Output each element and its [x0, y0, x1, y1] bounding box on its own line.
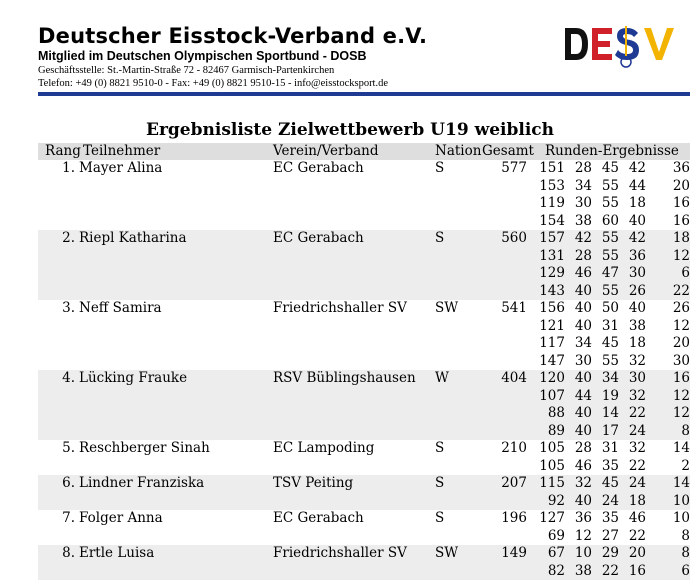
header-verein: Verein/Verband — [273, 143, 379, 159]
empty-cell — [273, 405, 435, 423]
results-table — [38, 160, 690, 580]
table-row — [38, 300, 690, 318]
total-score: 404 — [487, 370, 527, 388]
empty-cell — [487, 405, 527, 423]
empty-cell — [435, 493, 487, 511]
empty-cell — [38, 563, 79, 581]
round-score: 6 — [646, 563, 690, 581]
participant-name: Ertle Luisa — [79, 545, 273, 563]
empty-cell — [79, 353, 273, 371]
round-score: 28 — [565, 248, 592, 266]
nation-code: W — [435, 370, 487, 388]
round-score: 30 — [619, 265, 646, 283]
empty-cell — [487, 248, 527, 266]
table-row — [38, 423, 690, 441]
round-score: 55 — [601, 177, 619, 194]
round-score: 14 — [592, 405, 619, 423]
round-score: 36 — [574, 510, 592, 526]
round-score: 38 — [565, 563, 592, 581]
round-total: 92 — [527, 493, 565, 511]
empty-cell — [487, 528, 527, 546]
round-total: 131 — [527, 248, 565, 266]
club-name: RSV Büblingshausen — [273, 370, 435, 388]
round-total: 69 — [547, 527, 565, 544]
header-teilnehmer: Teilnehmer — [83, 143, 161, 159]
nation-code: S — [435, 475, 487, 493]
empty-cell — [273, 283, 435, 301]
empty-cell — [487, 493, 527, 511]
club-name: EC Lampoding — [273, 440, 375, 456]
total-score: 560 — [487, 230, 527, 248]
participant-name: Neff Samira — [79, 300, 162, 316]
round-score: 31 — [601, 440, 619, 456]
empty-cell — [273, 493, 435, 511]
round-score: 16 — [646, 370, 690, 388]
round-score: 40 — [565, 493, 592, 511]
round-score: 42 — [565, 230, 592, 248]
round-score: 12 — [646, 388, 690, 406]
empty-cell — [79, 213, 273, 231]
empty-cell — [487, 335, 527, 353]
result-entry — [38, 230, 690, 300]
nation-code: S — [435, 230, 487, 248]
empty-cell — [435, 405, 487, 423]
empty-cell — [273, 353, 435, 371]
round-score: 38 — [628, 317, 646, 334]
round-score: 45 — [592, 475, 619, 493]
round-score: 20 — [672, 335, 690, 351]
table-row — [38, 510, 690, 528]
table-row — [38, 248, 690, 266]
empty-cell — [487, 213, 527, 231]
round-score: 30 — [619, 370, 646, 388]
round-score: 42 — [628, 160, 646, 176]
round-score: 30 — [574, 352, 592, 369]
empty-cell — [273, 265, 435, 283]
round-score: 55 — [601, 352, 619, 369]
empty-cell — [487, 423, 527, 441]
round-score: 17 — [592, 423, 619, 441]
empty-cell — [273, 458, 435, 476]
round-score: 12 — [672, 317, 690, 334]
table-row — [38, 370, 690, 388]
nation-code: S — [435, 160, 445, 176]
table-row — [38, 475, 690, 493]
club-name: Friedrichshaller SV — [273, 545, 435, 563]
empty-cell — [38, 423, 79, 441]
nation-code: SW — [435, 545, 487, 563]
round-score: 32 — [628, 352, 646, 369]
rank-cell: 7. — [62, 510, 75, 526]
table-row — [38, 283, 690, 301]
table-row — [38, 318, 690, 336]
round-score: 60 — [601, 212, 619, 229]
round-score: 18 — [619, 493, 646, 511]
header-gesamt: Gesamt — [482, 143, 534, 159]
round-score: 55 — [592, 230, 619, 248]
round-total: 67 — [527, 545, 565, 563]
letterhead — [38, 24, 558, 90]
round-score: 22 — [628, 457, 646, 474]
round-score: 19 — [592, 388, 619, 406]
empty-cell — [273, 388, 435, 406]
result-entry — [38, 300, 690, 370]
table-row — [38, 335, 690, 353]
round-score: 16 — [619, 563, 646, 581]
total-score: 207 — [487, 475, 527, 493]
empty-cell — [38, 213, 79, 231]
round-total: 156 — [539, 300, 565, 316]
round-score: 12 — [646, 405, 690, 423]
table-row — [38, 545, 690, 563]
empty-cell — [38, 353, 79, 371]
club-name: Friedrichshaller SV — [273, 300, 407, 316]
empty-cell — [38, 388, 79, 406]
round-score: 55 — [592, 283, 619, 301]
round-score: 36 — [672, 160, 690, 176]
empty-cell — [38, 265, 79, 283]
total-score: 541 — [501, 300, 527, 316]
empty-cell — [435, 178, 487, 196]
round-score: 8 — [681, 527, 690, 544]
round-score: 16 — [672, 212, 690, 229]
empty-cell — [435, 528, 487, 546]
round-score: 18 — [628, 195, 646, 211]
table-row — [38, 405, 690, 423]
header-nation: Nation — [435, 143, 482, 159]
participant-name: Mayer Alina — [79, 160, 163, 176]
table-row — [38, 388, 690, 406]
round-score: 40 — [628, 300, 646, 316]
round-score: 46 — [628, 510, 646, 526]
round-score: 31 — [601, 317, 619, 334]
empty-cell — [487, 318, 527, 336]
round-total: 115 — [527, 475, 565, 493]
round-score: 8 — [646, 545, 690, 563]
round-score: 32 — [565, 475, 592, 493]
empty-cell — [435, 265, 487, 283]
total-score: 149 — [487, 545, 527, 563]
round-score: 40 — [565, 370, 592, 388]
table-row — [38, 265, 690, 283]
nation-code: S — [435, 510, 445, 526]
round-score: 55 — [601, 195, 619, 211]
round-score: 44 — [565, 388, 592, 406]
round-score: 45 — [601, 160, 619, 176]
round-score: 55 — [592, 248, 619, 266]
round-total: 119 — [539, 195, 565, 211]
total-score: 577 — [501, 160, 527, 176]
round-score: 40 — [628, 212, 646, 229]
rank-cell: 1. — [62, 160, 75, 176]
round-score: 32 — [619, 388, 646, 406]
nation-code: SW — [435, 300, 459, 316]
round-score: 30 — [574, 195, 592, 211]
participant-name: Lücking Frauke — [79, 370, 273, 388]
table-row — [38, 440, 690, 458]
table-row — [38, 160, 690, 178]
total-score: 210 — [501, 440, 527, 456]
empty-cell — [38, 318, 79, 336]
results-title: Ergebnisliste Zielwettbewerb U19 weiblich — [146, 120, 554, 140]
header-runden: Runden-Ergebnisse — [545, 143, 679, 159]
round-total: 153 — [539, 177, 565, 194]
empty-cell — [79, 248, 273, 266]
empty-cell — [38, 248, 79, 266]
address-line: Geschäftsstelle: St.-Martin-Straße 72 - 82467 Garmisch-Partenkirchen — [38, 65, 335, 76]
round-score: 34 — [592, 370, 619, 388]
membership-line: Mitglied im Deutschen Olympischen Sportbund - DOSB — [38, 49, 367, 63]
result-entry — [38, 370, 690, 440]
round-total: 121 — [539, 317, 565, 334]
round-score: 20 — [619, 545, 646, 563]
round-score: 22 — [592, 563, 619, 581]
club-name: EC Gerabach — [273, 230, 435, 248]
round-score: 28 — [574, 160, 592, 176]
round-score: 50 — [601, 300, 619, 316]
round-score: 22 — [619, 405, 646, 423]
round-score: 35 — [601, 510, 619, 526]
round-score: 46 — [574, 457, 592, 474]
round-score: 24 — [592, 493, 619, 511]
round-score: 10 — [565, 545, 592, 563]
empty-cell — [487, 265, 527, 283]
empty-cell — [273, 528, 435, 546]
rank-cell: 3. — [62, 300, 75, 316]
empty-cell — [79, 318, 273, 336]
round-score: 2 — [681, 457, 690, 474]
round-score: 18 — [628, 335, 646, 351]
club-name: TSV Peiting — [273, 475, 435, 493]
table-row — [38, 230, 690, 248]
empty-cell — [38, 458, 79, 476]
empty-cell — [487, 283, 527, 301]
round-score: 14 — [672, 440, 690, 456]
round-score: 20 — [672, 177, 690, 194]
round-total: 117 — [539, 335, 565, 351]
round-score: 47 — [592, 265, 619, 283]
round-total: 105 — [539, 457, 565, 474]
empty-cell — [79, 405, 273, 423]
round-total: 127 — [539, 510, 565, 526]
empty-cell — [273, 335, 435, 353]
round-total: 107 — [527, 388, 565, 406]
empty-cell — [435, 388, 487, 406]
round-score: 12 — [646, 248, 690, 266]
round-total: 157 — [527, 230, 565, 248]
empty-cell — [79, 178, 273, 196]
empty-cell — [38, 283, 79, 301]
rank-cell: 5. — [62, 440, 75, 456]
table-row — [38, 493, 690, 511]
round-score: 40 — [574, 300, 592, 316]
round-score: 10 — [672, 510, 690, 526]
result-entry — [38, 160, 690, 230]
empty-cell — [435, 353, 487, 371]
empty-cell — [487, 353, 527, 371]
empty-cell — [79, 458, 273, 476]
header-divider — [38, 92, 690, 96]
empty-cell — [273, 318, 435, 336]
rank-cell: 6. — [38, 475, 79, 493]
empty-cell — [435, 248, 487, 266]
table-header — [38, 143, 690, 160]
empty-cell — [435, 335, 487, 353]
empty-cell — [38, 493, 79, 511]
round-score: 27 — [601, 527, 619, 544]
result-entry — [38, 545, 690, 580]
round-score: 28 — [574, 440, 592, 456]
round-score: 22 — [628, 527, 646, 544]
round-score: 34 — [574, 335, 592, 351]
round-total: 143 — [527, 283, 565, 301]
round-score: 42 — [619, 230, 646, 248]
header-rang: Rang — [45, 143, 81, 159]
round-score: 40 — [565, 423, 592, 441]
round-total: 129 — [527, 265, 565, 283]
contact-line: Telefon: +49 (0) 8821 9510-0 - Fax: +49 (0) 8821 9510-15 - info@eisstocksport.de — [38, 78, 389, 89]
round-score: 38 — [574, 212, 592, 229]
round-score: 14 — [646, 475, 690, 493]
participant-name: Riepl Katharina — [79, 230, 273, 248]
round-total: 147 — [539, 352, 565, 369]
round-total: 151 — [539, 160, 565, 176]
round-score: 35 — [601, 457, 619, 474]
round-score: 6 — [646, 265, 690, 283]
empty-cell — [273, 178, 435, 196]
round-score: 24 — [619, 423, 646, 441]
empty-cell — [435, 318, 487, 336]
total-score: 196 — [501, 510, 527, 526]
empty-cell — [435, 213, 487, 231]
round-score: 45 — [601, 335, 619, 351]
round-total: 82 — [527, 563, 565, 581]
participant-name: Reschberger Sinah — [79, 440, 210, 456]
empty-cell — [273, 195, 435, 213]
round-score: 26 — [672, 300, 690, 316]
empty-cell — [487, 388, 527, 406]
club-name: EC Gerabach — [273, 510, 364, 526]
result-entry — [38, 510, 690, 545]
round-score: 36 — [619, 248, 646, 266]
nation-code: S — [435, 440, 445, 456]
round-score: 29 — [592, 545, 619, 563]
round-score: 18 — [646, 230, 690, 248]
empty-cell — [273, 248, 435, 266]
round-score: 30 — [672, 352, 690, 369]
round-total: 120 — [527, 370, 565, 388]
table-row — [38, 563, 690, 581]
result-entry — [38, 440, 690, 475]
organization-name: Deutscher Eisstock-Verband e.V. — [38, 24, 428, 48]
table-row — [38, 528, 690, 546]
empty-cell — [79, 388, 273, 406]
empty-cell — [487, 195, 527, 213]
empty-cell — [38, 528, 79, 546]
empty-cell — [435, 458, 487, 476]
empty-cell — [79, 423, 273, 441]
empty-cell — [79, 563, 273, 581]
round-score: 12 — [574, 527, 592, 544]
empty-cell — [273, 563, 435, 581]
round-score: 8 — [646, 423, 690, 441]
round-score: 40 — [574, 317, 592, 334]
club-name: EC Gerabach — [273, 160, 364, 176]
empty-cell — [79, 195, 273, 213]
rank-cell: 8. — [38, 545, 79, 563]
participant-name: Lindner Franziska — [79, 475, 273, 493]
table-row — [38, 458, 690, 476]
round-score: 10 — [646, 493, 690, 511]
empty-cell — [435, 423, 487, 441]
empty-cell — [38, 335, 79, 353]
empty-cell — [435, 283, 487, 301]
rank-cell: 4. — [38, 370, 79, 388]
round-score: 22 — [646, 283, 690, 301]
empty-cell — [487, 563, 527, 581]
empty-cell — [273, 423, 435, 441]
empty-cell — [38, 405, 79, 423]
empty-cell — [487, 458, 527, 476]
participant-name: Folger Anna — [79, 510, 163, 526]
table-row — [38, 213, 690, 231]
table-row — [38, 178, 690, 196]
empty-cell — [79, 335, 273, 353]
round-score: 46 — [565, 265, 592, 283]
empty-cell — [435, 563, 487, 581]
empty-cell — [487, 178, 527, 196]
empty-cell — [273, 213, 435, 231]
empty-cell — [38, 178, 79, 196]
empty-cell — [38, 195, 79, 213]
round-total: 154 — [539, 212, 565, 229]
round-total: 88 — [527, 405, 565, 423]
empty-cell — [79, 493, 273, 511]
round-score: 32 — [628, 440, 646, 456]
desv-logo — [562, 24, 692, 68]
table-row — [38, 353, 690, 371]
rank-cell: 2. — [38, 230, 79, 248]
round-score: 24 — [619, 475, 646, 493]
round-score: 40 — [565, 405, 592, 423]
round-total: 105 — [539, 440, 565, 456]
empty-cell — [79, 528, 273, 546]
round-total: 89 — [527, 423, 565, 441]
round-score: 34 — [574, 177, 592, 194]
empty-cell — [435, 195, 487, 213]
result-entry — [38, 475, 690, 510]
round-score: 40 — [565, 283, 592, 301]
round-score: 16 — [672, 195, 690, 211]
empty-cell — [79, 265, 273, 283]
table-row — [38, 195, 690, 213]
empty-cell — [79, 283, 273, 301]
round-score: 26 — [619, 283, 646, 301]
round-score: 44 — [628, 177, 646, 194]
